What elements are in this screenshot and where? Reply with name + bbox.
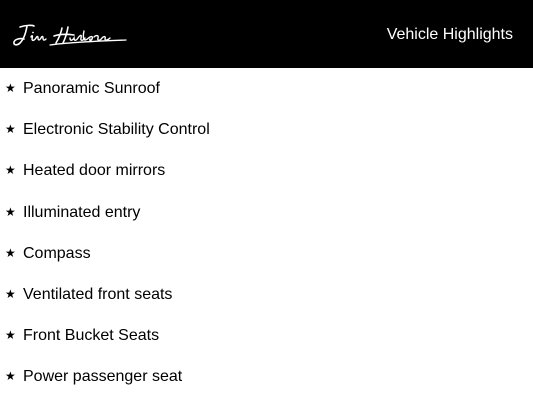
header-bar bbox=[0, 0, 533, 68]
list-item bbox=[0, 233, 533, 274]
star-bullet-icon: ★ bbox=[5, 81, 16, 95]
highlight-label: Compass bbox=[23, 244, 91, 262]
star-bullet-icon: ★ bbox=[5, 286, 16, 301]
page-title: Vehicle Highlights bbox=[386, 26, 513, 43]
highlight-label: Electronic Stability Control bbox=[23, 121, 210, 139]
list-item bbox=[0, 192, 533, 233]
highlight-label: Front Bucket Seats bbox=[23, 327, 160, 345]
highlight-label: Power passenger seat bbox=[23, 368, 183, 386]
vehicle-highlights-list bbox=[0, 68, 533, 398]
highlight-label: Heated door mirrors bbox=[23, 162, 166, 180]
star-bullet-icon: ★ bbox=[5, 328, 16, 343]
star-bullet-icon: ★ bbox=[5, 204, 16, 219]
highlight-label: Illuminated entry bbox=[23, 203, 141, 221]
list-item bbox=[0, 150, 533, 191]
star-bullet-icon: ★ bbox=[5, 163, 16, 178]
jim-hudson-signature-logo bbox=[10, 22, 128, 50]
list-item bbox=[0, 68, 533, 109]
list-item bbox=[0, 356, 533, 397]
list-item bbox=[0, 315, 533, 356]
star-bullet-icon: ★ bbox=[5, 369, 16, 384]
list-item bbox=[0, 109, 533, 150]
star-bullet-icon: ★ bbox=[5, 245, 16, 260]
highlight-label: Ventilated front seats bbox=[23, 285, 173, 303]
star-bullet-icon: ★ bbox=[5, 122, 16, 137]
list-item bbox=[0, 274, 533, 315]
highlight-label: Panoramic Sunroof bbox=[23, 80, 160, 97]
